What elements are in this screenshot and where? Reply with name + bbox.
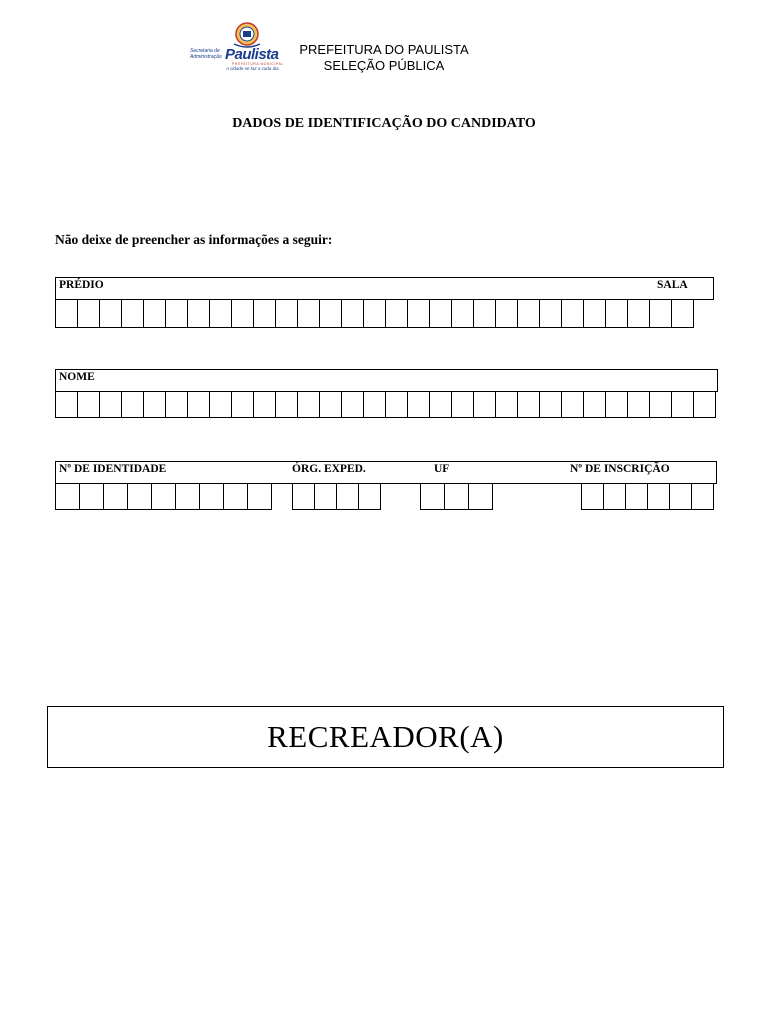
input-cell[interactable]	[99, 391, 122, 418]
input-cell[interactable]	[671, 299, 694, 328]
input-cell[interactable]	[647, 483, 670, 510]
input-cell[interactable]	[77, 391, 100, 418]
cargo-title: RECREADOR(A)	[267, 719, 504, 754]
input-cell[interactable]	[99, 299, 122, 328]
input-cell[interactable]	[363, 299, 386, 328]
input-cell[interactable]	[363, 391, 386, 418]
input-cell[interactable]	[247, 483, 272, 510]
input-cell[interactable]	[55, 391, 78, 418]
input-cell[interactable]	[561, 391, 584, 418]
input-cell[interactable]	[625, 483, 648, 510]
input-cell[interactable]	[231, 299, 254, 328]
input-cell[interactable]	[691, 483, 714, 510]
input-cell[interactable]	[253, 391, 276, 418]
input-cell[interactable]	[209, 299, 232, 328]
org-name: PREFEITURA DO PAULISTA	[299, 42, 469, 57]
input-cell[interactable]	[151, 483, 176, 510]
input-cell[interactable]	[165, 299, 188, 328]
input-cell[interactable]	[199, 483, 224, 510]
input-cell[interactable]	[55, 483, 80, 510]
cargo-box	[47, 706, 724, 768]
input-cell[interactable]	[231, 391, 254, 418]
logo-tagline: A cidade se faz a cada dia	[226, 66, 279, 71]
uf-cells[interactable]	[420, 483, 493, 510]
input-cell[interactable]	[495, 299, 518, 328]
input-cell[interactable]	[187, 299, 210, 328]
inscricao-cells[interactable]	[581, 483, 714, 510]
nome-header	[55, 369, 718, 392]
input-cell[interactable]	[649, 299, 672, 328]
input-cell[interactable]	[407, 391, 430, 418]
form-instruction: Não deixe de preencher as informações a seguir:	[55, 232, 333, 247]
input-cell[interactable]	[468, 483, 493, 510]
input-cell[interactable]	[517, 299, 540, 328]
input-cell[interactable]	[385, 391, 408, 418]
input-cell[interactable]	[165, 391, 188, 418]
input-cell[interactable]	[581, 483, 604, 510]
input-cell[interactable]	[473, 299, 496, 328]
input-cell[interactable]	[627, 391, 650, 418]
input-cell[interactable]	[297, 391, 320, 418]
input-cell[interactable]	[127, 483, 152, 510]
input-cell[interactable]	[627, 299, 650, 328]
input-cell[interactable]	[451, 299, 474, 328]
input-cell[interactable]	[121, 391, 144, 418]
input-cell[interactable]	[385, 299, 408, 328]
input-cell[interactable]	[603, 483, 626, 510]
orgao-expedidor-label: ÓRG. EXPED.	[292, 463, 366, 475]
logo-wordmark: Paulista	[225, 46, 279, 63]
input-cell[interactable]	[495, 391, 518, 418]
input-cell[interactable]	[319, 299, 342, 328]
input-cell[interactable]	[429, 391, 452, 418]
input-cell[interactable]	[253, 299, 276, 328]
input-cell[interactable]	[517, 391, 540, 418]
input-cell[interactable]	[275, 299, 298, 328]
form-title: DADOS DE IDENTIFICAÇÃO DO CANDIDATO	[232, 116, 536, 131]
inscricao-label: Nº DE INSCRIÇÃO	[570, 463, 670, 475]
input-cell[interactable]	[341, 391, 364, 418]
input-cell[interactable]	[143, 391, 166, 418]
input-cell[interactable]	[187, 391, 210, 418]
nome-label: NOME	[59, 371, 95, 383]
input-cell[interactable]	[79, 483, 104, 510]
predio-sala-header	[55, 277, 714, 300]
identidade-cells[interactable]	[55, 483, 272, 510]
input-cell[interactable]	[420, 483, 445, 510]
input-cell[interactable]	[143, 299, 166, 328]
input-cell[interactable]	[605, 299, 628, 328]
input-cell[interactable]	[297, 299, 320, 328]
input-cell[interactable]	[605, 391, 628, 418]
logo-secretaria-text: Secretaria de Administração	[190, 48, 222, 60]
predio-sala-cells[interactable]	[55, 299, 694, 328]
input-cell[interactable]	[693, 391, 716, 418]
input-cell[interactable]	[319, 391, 342, 418]
input-cell[interactable]	[77, 299, 100, 328]
input-cell[interactable]	[473, 391, 496, 418]
input-cell[interactable]	[341, 299, 364, 328]
input-cell[interactable]	[671, 391, 694, 418]
input-cell[interactable]	[539, 391, 562, 418]
input-cell[interactable]	[407, 299, 430, 328]
input-cell[interactable]	[121, 299, 144, 328]
identidade-label: Nº DE IDENTIDADE	[59, 463, 167, 475]
sala-label: SALA	[657, 279, 688, 291]
input-cell[interactable]	[669, 483, 692, 510]
input-cell[interactable]	[223, 483, 248, 510]
input-cell[interactable]	[209, 391, 232, 418]
nome-cells[interactable]	[55, 391, 716, 418]
input-cell[interactable]	[292, 483, 315, 510]
input-cell[interactable]	[55, 299, 78, 328]
input-cell[interactable]	[444, 483, 469, 510]
input-cell[interactable]	[336, 483, 359, 510]
input-cell[interactable]	[314, 483, 337, 510]
input-cell[interactable]	[103, 483, 128, 510]
input-cell[interactable]	[583, 299, 606, 328]
city-seal-icon	[230, 22, 264, 48]
input-cell[interactable]	[561, 299, 584, 328]
input-cell[interactable]	[451, 391, 474, 418]
input-cell[interactable]	[649, 391, 672, 418]
input-cell[interactable]	[429, 299, 452, 328]
selection-title: SELEÇÃO PÚBLICA	[323, 58, 445, 73]
logo-subtitle: PREFEITURA MUNICIPAL	[232, 62, 284, 66]
uf-label: UF	[434, 463, 450, 475]
input-cell[interactable]	[275, 391, 298, 418]
input-cell[interactable]	[175, 483, 200, 510]
orgao-expedidor-cells[interactable]	[292, 483, 381, 510]
input-cell[interactable]	[358, 483, 381, 510]
input-cell[interactable]	[583, 391, 606, 418]
predio-label: PRÉDIO	[59, 279, 104, 291]
input-cell[interactable]	[539, 299, 562, 328]
